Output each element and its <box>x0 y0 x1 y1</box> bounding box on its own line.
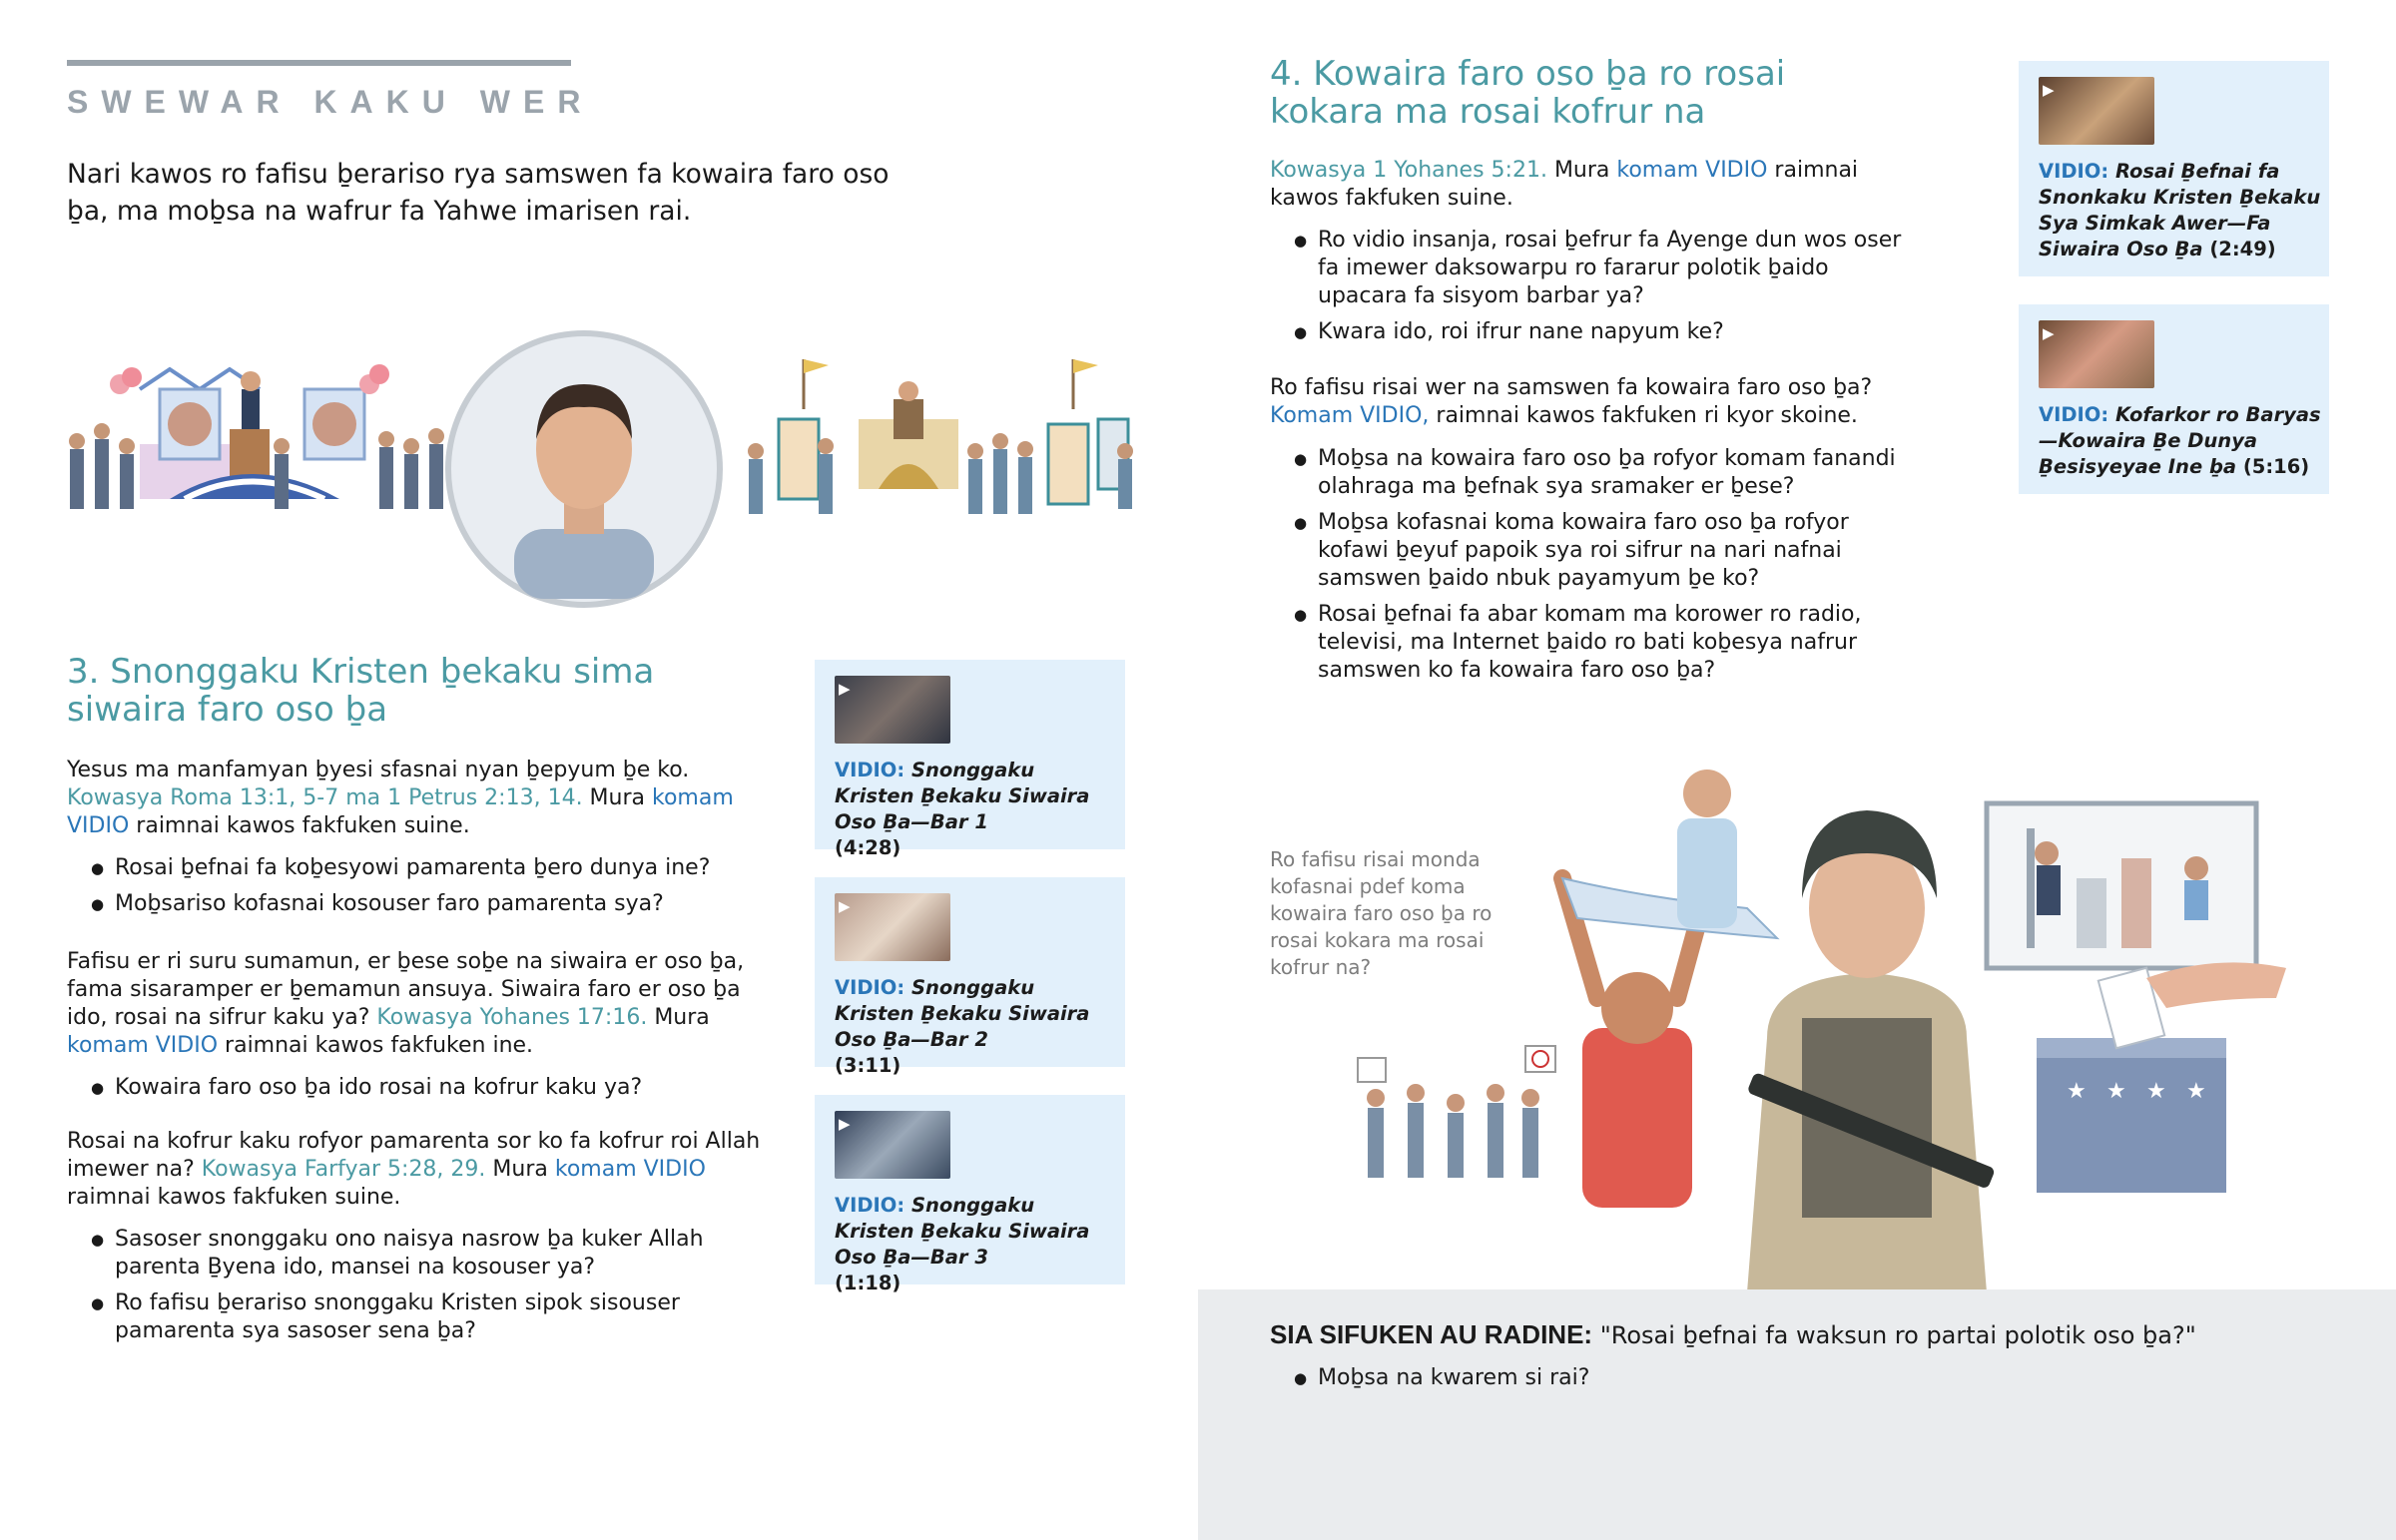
discussion-question-text: "Rosai ḇefnai fa waksun ro partai polotik oso ḇa?" <box>1592 1321 2196 1349</box>
play-icon: ▶ <box>839 680 851 698</box>
section-3-title-line2: siwaira faro oso ḇa <box>67 690 388 730</box>
video-duration: (1:18) <box>835 1272 901 1294</box>
video-duration: (2:49) <box>2209 238 2276 260</box>
scripture-link[interactable]: Kowasya 1 Yohanes 5:21. <box>1270 158 1547 183</box>
scripture-link[interactable]: Kowasya Farfyar 5:28, 29. <box>201 1157 486 1182</box>
video-caption <box>2039 159 2323 262</box>
bullet-item: ● Sasoser snonggaku ono naisya nasrow ḇa kuker Allah parenta Ḇyena ido, mansei na kosouser ya? <box>67 1226 786 1282</box>
paragraph-text: raimnai kawos fakfuken suine. <box>129 813 470 838</box>
video-thumbnail[interactable] <box>835 893 950 961</box>
video-thumbnail[interactable] <box>2039 77 2154 145</box>
paragraph-text: Mura <box>582 785 652 810</box>
political-situations-illustration <box>1348 759 2326 1292</box>
bullet-item: ● Moḇsariso kofasnai kosouser faro pamarenta sya? <box>67 890 786 918</box>
section-3-bullets-1 <box>67 854 786 926</box>
play-icon: ▶ <box>2043 81 2055 99</box>
video-card-4[interactable] <box>2019 61 2329 276</box>
bullet-item: ● Rosai ḇefnai fa abar komam ma korower ro radio, televisi, ma Internet ḇaido ro bati koḇesya nafrur samswen ko fa kowaira faro oso ḇa? <box>1270 601 1919 685</box>
illustration-caption: Ro fafisu risai monda kofasnai pdef koma kowaira faro oso ḇa ro rosai kokara ma rosai kofrur na? <box>1270 847 1493 979</box>
video-card-1[interactable] <box>815 660 1125 859</box>
political-rally-illustration <box>60 329 1158 609</box>
section-3-bullets-3 <box>67 1226 786 1353</box>
section-3-paragraph-2 <box>67 948 766 1060</box>
video-caption <box>835 975 1119 1079</box>
video-caption <box>835 1193 1119 1296</box>
bullet-item: ● Moḇsa kofasnai koma kowaira faro oso ḇa rofyor kofawi ḇeyuf papoik sya roi sifrur na nari nafnai samswen ḇaido nbuk payamyum ḇe ko? <box>1270 509 1919 593</box>
section-4-title-line1: 4. Kowaira faro oso ḇa ro rosai <box>1270 54 1786 94</box>
scripture-link[interactable]: Kowasya Yohanes 17:16. <box>376 1005 648 1030</box>
video-label: VIDIO: <box>835 1194 905 1217</box>
paragraph-text: Yesus ma manfamyan ḇyesi sfasnai nyan ḇepyum ḇe ko. <box>67 758 690 782</box>
bullet-item: ● Moḇsa na kwarem si rai? <box>1270 1364 2069 1392</box>
section-4-paragraph-1 <box>1270 157 1929 213</box>
video-label: VIDIO: <box>835 976 905 999</box>
section-3-paragraph-1 <box>67 757 766 840</box>
svg-text:★: ★ <box>2067 1079 2087 1104</box>
bullet-item: ● Ro vidio insanja, rosai ḇefrur fa Ayenge dun wos oser fa imewer daksowarpu ro fararur polotik ḇaido upacara fa sisyom barbar ya? <box>1270 227 1919 310</box>
paragraph-text: raimnai kawos fakfuken ine. <box>218 1033 534 1058</box>
section-4-bullets-1 <box>1270 227 1919 354</box>
video-card-2[interactable] <box>815 877 1125 1077</box>
video-duration: (4:28) <box>835 836 901 859</box>
video-thumbnail[interactable] <box>835 1111 950 1179</box>
video-link[interactable]: komam VIDIO <box>67 1033 219 1058</box>
section-4-paragraph-2 <box>1270 374 1919 430</box>
video-card-3[interactable] <box>815 1095 1125 1294</box>
video-link[interactable]: komam VIDIO <box>554 1157 706 1182</box>
section-3-paragraph-3 <box>67 1128 766 1212</box>
bullet-item: ● Kowaira faro oso ḇa ido rosai na kofrur kaku ya? <box>67 1074 786 1102</box>
paragraph-text: raimnai kawos fakfuken ri kyor skoine. <box>1429 403 1858 428</box>
play-icon: ▶ <box>839 897 851 915</box>
paragraph-text: raimnai kawos fakfuken suine. <box>1270 158 1859 211</box>
section-tag: SWEWAR KAKU WER <box>67 84 594 120</box>
paragraph-text: Ro fafisu risai wer na samswen fa kowaira faro oso ḇa? <box>1270 375 1873 400</box>
svg-text:★: ★ <box>2186 1079 2206 1104</box>
video-link[interactable]: Komam VIDIO, <box>1270 403 1430 428</box>
video-thumbnail[interactable] <box>2039 320 2154 388</box>
bullet-item: ● Ro fafisu ḇerariso snonggaku Kristen sipok sisouser pamarenta sya sasoser sena ḇa? <box>67 1289 786 1345</box>
svg-text:★: ★ <box>2106 1079 2126 1104</box>
video-title: Rosai Ḇefnai fa Snonkaku Kristen Ḇekaku Sya Simkak Awer—Fa Siwaira Oso Ḇa <box>2039 160 2321 260</box>
video-title: Snonggaku Kristen Ḇekaku Siwaira Oso Ḇa—Bar 3 <box>835 1194 1090 1269</box>
section-4-title-line2: kokara ma rosai kofrur na <box>1270 92 1706 132</box>
paragraph-text: Mura <box>1546 158 1617 183</box>
scripture-link[interactable]: Kowasya Roma 13:1, 5-7 ma 1 Petrus 2:13, 14. <box>67 785 583 810</box>
video-card-5[interactable] <box>2019 304 2329 494</box>
section-3-title <box>67 653 654 729</box>
section-4-bullets-2 <box>1270 445 1919 693</box>
paragraph-text: Fafisu er ri suru sumamun, er ḇese soḇe na siwaira er oso ḇa, fama sisaramper er ḇemamun ansuya. Siwaira faro er oso ḇa ido, rosai na sifrur kaku ya? <box>67 949 745 1030</box>
play-icon: ▶ <box>2043 324 2055 342</box>
video-title: Snonggaku Kristen Ḇekaku Siwaira Oso Ḇa—Bar 2 <box>835 976 1090 1051</box>
video-thumbnail[interactable] <box>835 676 950 744</box>
bullet-item: ● Kwara ido, roi ifrur nane napyum ke? <box>1270 318 1919 346</box>
section-tag-bar <box>67 60 571 66</box>
discussion-bullets <box>1270 1364 2069 1400</box>
section-4-title <box>1270 55 1785 131</box>
bullet-item: ● Rosai ḇefnai fa koḇesyowi pamarenta ḇero dunya ine? <box>67 854 786 882</box>
video-label: VIDIO: <box>2039 160 2109 183</box>
video-label: VIDIO: <box>835 759 905 781</box>
video-link[interactable]: komam VIDIO <box>67 785 734 838</box>
svg-text:★: ★ <box>2146 1079 2166 1104</box>
play-icon: ▶ <box>839 1115 851 1133</box>
video-caption <box>2039 402 2323 480</box>
video-duration: (3:11) <box>835 1054 901 1077</box>
video-link[interactable]: komam VIDIO <box>1616 158 1768 183</box>
paragraph-text: raimnai kawos fakfuken suine. <box>67 1185 401 1210</box>
video-label: VIDIO: <box>2039 403 2109 426</box>
paragraph-text: Mura <box>485 1157 555 1182</box>
paragraph-text: Rosai na kofrur kaku rofyor pamarenta sor ko fa kofrur roi Allah imewer na? <box>67 1129 761 1182</box>
bullet-item: ● Moḇsa na kowaira faro oso ḇa rofyor komam fanandi olahraga ma ḇefnak sya sramaker er ḇese? <box>1270 445 1919 501</box>
video-title: Snonggaku Kristen Ḇekaku Siwaira Oso Ḇa—Bar 1 <box>835 759 1090 833</box>
section-3-bullets-2 <box>67 1074 786 1110</box>
discussion-question <box>1270 1319 2196 1350</box>
section-3-title-line1: 3. Snonggaku Kristen ḇekaku sima <box>67 652 655 692</box>
intro-text: Nari kawos ro fafisu ḇerariso rya samswen fa kowaira faro oso ḇa, ma moḇsa na wafrur fa Yahwe imarisen rai. <box>67 159 890 227</box>
video-duration: (5:16) <box>2242 455 2310 478</box>
video-title: Kofarkor ro Baryas —Kowaira Ḇe Dunya Ḇesisyeyae Ine ḇa <box>2039 403 2321 478</box>
paragraph-text: Mura <box>647 1005 710 1030</box>
discussion-label: SIA SIFUKEN AU RADINE: <box>1270 1319 1593 1349</box>
video-caption <box>835 758 1119 861</box>
